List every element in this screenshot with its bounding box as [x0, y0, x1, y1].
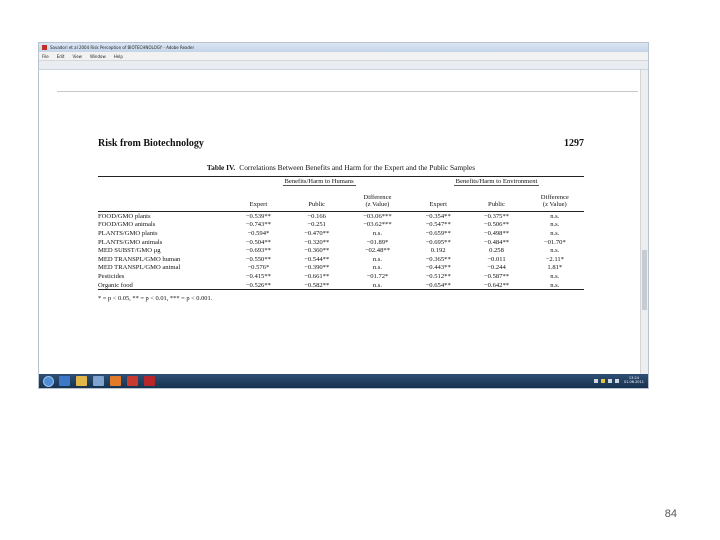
- menu-file[interactable]: File: [42, 53, 49, 59]
- cell: −0.526**: [229, 281, 287, 290]
- cell: −0.484**: [483, 238, 510, 246]
- cell: 0.258: [489, 247, 504, 255]
- cell: −0.251: [307, 221, 326, 229]
- cell: −0.415**: [245, 272, 271, 280]
- cell: −0.390**: [304, 264, 330, 272]
- col-diff-env-1: Difference: [540, 194, 569, 202]
- cell: −0.470**: [304, 229, 330, 237]
- running-head: Risk from Biotechnology: [98, 138, 204, 149]
- cell: −03.06***: [363, 212, 392, 220]
- cell: −0.166: [307, 212, 326, 220]
- cell: −0.498**: [483, 229, 510, 237]
- cell: −0.512**: [425, 272, 451, 280]
- row-label: FOOD/GMO plants: [98, 212, 151, 220]
- cell: −0.659**: [425, 229, 451, 237]
- group-environment: Benefits/Harm to Environment: [455, 178, 538, 185]
- cell: n.s.: [372, 264, 383, 272]
- tray-icon[interactable]: [601, 379, 605, 383]
- cell: −0.544**: [304, 255, 330, 263]
- row-label: Pesticides: [98, 272, 125, 280]
- cell: −2.11*: [545, 255, 564, 263]
- row-label: Organic food: [98, 281, 229, 290]
- col-expert-env: Expert: [409, 187, 467, 212]
- cell: n.s.: [550, 272, 560, 280]
- cell: n.s.: [550, 247, 560, 255]
- table-label: Table IV.: [206, 163, 236, 172]
- cell: −0.244: [487, 264, 506, 272]
- column-header-row: [98, 187, 584, 212]
- table-caption-text: Correlations Between Benefits and Harm for the Expert and the Public Samples: [239, 163, 476, 172]
- col-diff-env-2: (z Value): [542, 201, 567, 209]
- correlation-table: [98, 177, 584, 290]
- col-public-humans: Public: [288, 187, 346, 212]
- clock-date: 01.06.2011: [623, 380, 644, 384]
- menu-window[interactable]: Window: [89, 53, 106, 59]
- screenshot-window: [38, 42, 649, 389]
- adobe-reader-taskbar-icon[interactable]: [144, 376, 155, 386]
- cell: n.s.: [372, 255, 383, 263]
- cell: −0.504**: [245, 238, 271, 246]
- col-diff-humans-2: (z Value): [365, 201, 390, 209]
- row-label: FOOD/GMO animals: [98, 221, 156, 229]
- table-row: [98, 212, 584, 221]
- cell: −0.360**: [304, 247, 330, 255]
- page-number: 1297: [564, 138, 584, 149]
- cell: 1.81*: [547, 264, 563, 272]
- slide-page-number: 84: [664, 508, 677, 520]
- table-row: [98, 238, 584, 247]
- window-title: Savadori et al 2004 Risk Perception of BIOTECHNOLOGY - Adobe Reader: [50, 45, 195, 50]
- cell: −0.582**: [288, 281, 346, 290]
- col-diff-env: [526, 187, 584, 212]
- office-icon[interactable]: [127, 376, 138, 386]
- tray-icon[interactable]: [608, 379, 612, 383]
- document-page: [98, 138, 584, 302]
- cell: −0.506**: [483, 221, 510, 229]
- cell: −03.62***: [363, 221, 392, 229]
- table-row: [98, 272, 584, 281]
- cell: 0.192: [430, 247, 446, 255]
- ie-icon[interactable]: [59, 376, 70, 386]
- title-bar: [39, 43, 648, 52]
- cell: −0.550**: [245, 255, 271, 263]
- media-icon[interactable]: [93, 376, 104, 386]
- col-diff-humans-1: Difference: [363, 194, 392, 202]
- row-label: PLANTS/GMO plants: [98, 229, 158, 237]
- table-row: [98, 255, 584, 264]
- clock-time: 13:24: [628, 376, 640, 381]
- cell: −01.72*: [366, 272, 389, 280]
- cell: n.s.: [550, 229, 560, 237]
- cell: −0.654**: [409, 281, 467, 290]
- toolbar: [39, 61, 648, 70]
- col-public-env: Public: [467, 187, 525, 212]
- clock[interactable]: [624, 377, 644, 385]
- cell: −01.89*: [366, 238, 389, 246]
- cell: −0.375**: [483, 212, 510, 220]
- menu-bar: [39, 52, 648, 61]
- cell: −0.011: [487, 255, 506, 263]
- start-button[interactable]: [43, 376, 54, 387]
- row-label: MED TRANSPL/GMO human: [98, 255, 181, 263]
- app-icon[interactable]: [110, 376, 121, 386]
- menu-help[interactable]: Help: [113, 53, 123, 59]
- cell: −0.594*: [247, 229, 270, 237]
- page-header: [98, 138, 584, 149]
- menu-view[interactable]: View: [72, 53, 82, 59]
- cell: −0.693**: [245, 247, 271, 255]
- menu-edit[interactable]: Edit: [56, 53, 65, 59]
- col-expert-humans: Expert: [229, 187, 287, 212]
- adobe-reader-icon: [42, 45, 47, 50]
- cell: −0.443**: [425, 264, 451, 272]
- system-tray: [591, 377, 648, 385]
- cell: −0.365**: [425, 255, 451, 263]
- cell: −0.547**: [425, 221, 451, 229]
- cell: −02.48**: [364, 247, 390, 255]
- cell: n.s.: [346, 281, 409, 290]
- cell: n.s.: [550, 212, 560, 220]
- table-row: [98, 264, 584, 273]
- row-label: PLANTS/GMO animals: [98, 238, 163, 246]
- table-row: [98, 221, 584, 230]
- folder-icon[interactable]: [76, 376, 87, 386]
- row-label: MED SUBST/GMO μg: [98, 247, 161, 255]
- taskbar: [39, 374, 648, 388]
- table-caption: [98, 163, 584, 172]
- volume-icon[interactable]: [615, 379, 619, 383]
- cell: n.s.: [550, 221, 560, 229]
- scrollbar-thumb[interactable]: [642, 250, 647, 310]
- cell: −0.695**: [425, 238, 451, 246]
- cell: −0.661**: [304, 272, 330, 280]
- cell: −0.743**: [245, 221, 271, 229]
- table-row: [98, 281, 584, 290]
- table-row: [98, 229, 584, 238]
- cell: −01.70*: [543, 238, 566, 246]
- tray-icon[interactable]: [594, 379, 598, 383]
- row-label: MED TRANSPL/GMO animal: [98, 264, 181, 272]
- cell: −0.539**: [245, 212, 271, 220]
- col-diff-humans: [346, 187, 409, 212]
- page-divider: [57, 91, 638, 92]
- cell: −0.320**: [304, 238, 330, 246]
- vertical-scrollbar[interactable]: [640, 70, 648, 374]
- table-footnote: * = p < 0.05, ** = p < 0.01, *** = p < 0.001.: [98, 295, 213, 303]
- group-humans: Benefits/Harm to Humans: [284, 178, 354, 185]
- cell: −0.354**: [425, 212, 451, 220]
- group-header-row: [98, 177, 584, 187]
- cell: −0.576*: [247, 264, 270, 272]
- cell: n.s.: [372, 229, 383, 237]
- cell: −0.642**: [467, 281, 525, 290]
- cell: n.s.: [526, 281, 584, 290]
- cell: −0.587**: [483, 272, 510, 280]
- table-row: [98, 246, 584, 255]
